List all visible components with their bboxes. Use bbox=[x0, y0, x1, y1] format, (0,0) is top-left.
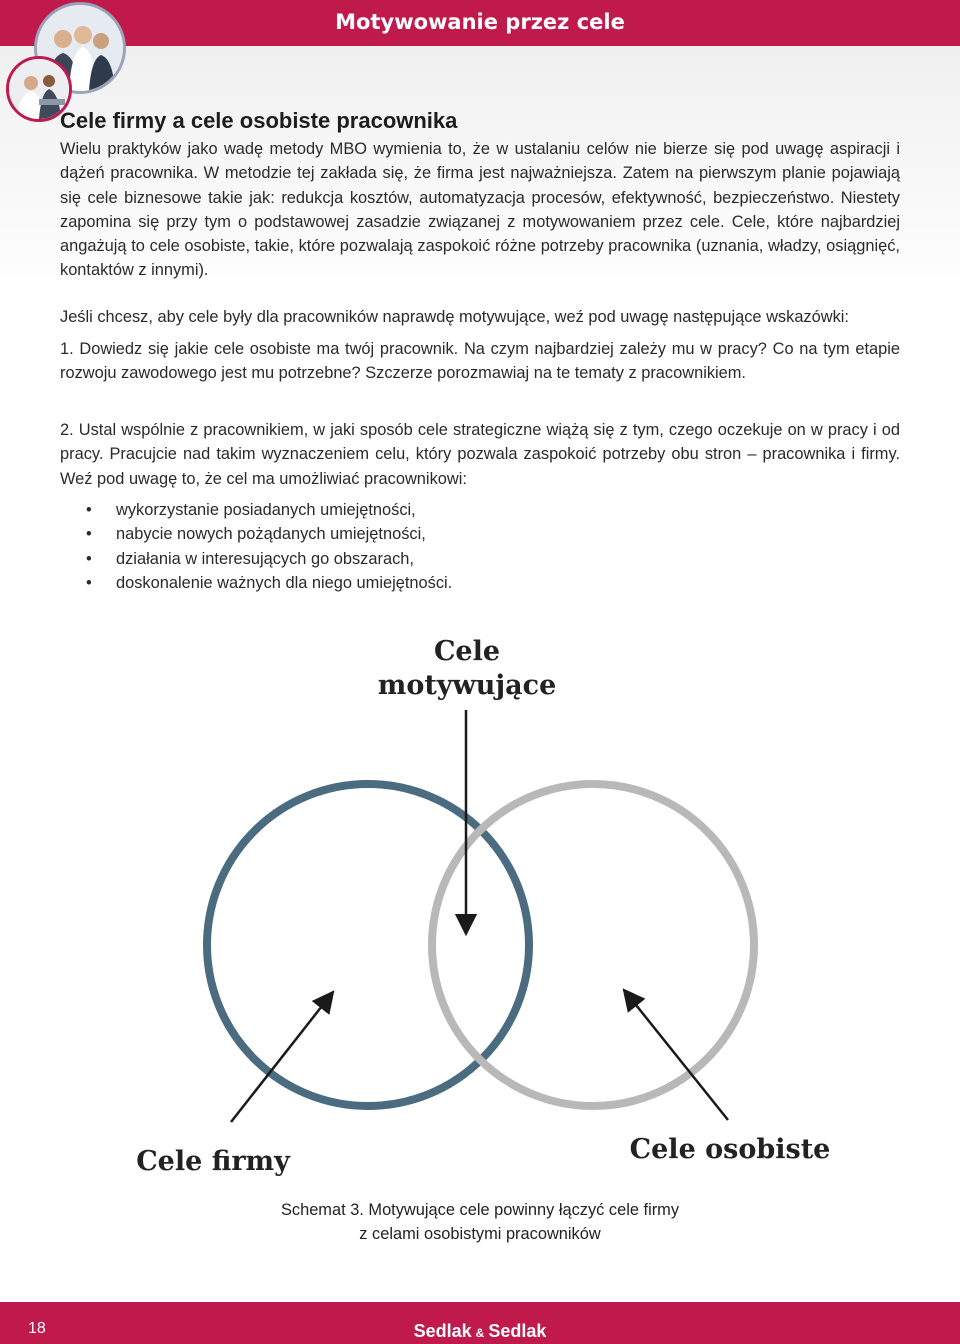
brand-ampersand: & bbox=[475, 1326, 485, 1340]
tip-1-paragraph: 1. Dowiedz się jakie cele osobiste ma twój pracownik. Na czym najbardziej zależy mu w pracy? Co na tym etapie rozwoju zawodowego jest mu potrzebne? Szczerze porozmawiaj na te tematy z pracownikiem. bbox=[60, 340, 900, 383]
brand-right: Sedlak bbox=[488, 1321, 547, 1341]
brand-left: Sedlak bbox=[413, 1321, 472, 1341]
caption-line-2: z celami osobistymi pracowników bbox=[359, 1225, 601, 1243]
list-item: • działania w interesujących go obszarach, bbox=[60, 547, 900, 571]
venn-diagram bbox=[0, 620, 960, 1200]
brand-logo bbox=[0, 1321, 960, 1342]
left-label: Cele firmy bbox=[136, 1146, 290, 1177]
tip-2-paragraph: 2. Ustal wspólnie z pracownikiem, w jaki sposób cele strategiczne wiążą się z tym, czego oczekuje on w pracy i od pracy. Pracujcie nad takim wyznaczeniem celu, który pozwala zaspokoić potrzeby obu stron – pracownika i firmy. Weź pod uwagę to, że cel ma umożliwiać pracownikowi: bbox=[60, 421, 900, 488]
tips-intro-paragraph: Jeśli chcesz, aby cele były dla pracowników naprawdę motywujące, weź pod uwagę następujące wskazówki: bbox=[60, 308, 849, 326]
page-number: 18 bbox=[28, 1320, 46, 1337]
page-header-title: Motywowanie przez cele bbox=[335, 10, 625, 34]
list-item: • nabycie nowych pożądanych umiejętności, bbox=[60, 522, 900, 546]
bullet-list bbox=[60, 498, 900, 595]
top-label-line2: motywujące bbox=[377, 670, 557, 701]
personal-goals-circle bbox=[432, 784, 754, 1106]
right-label: Cele osobiste bbox=[629, 1134, 831, 1165]
list-item: • doskonalenie ważnych dla niego umiejętności. bbox=[60, 571, 900, 595]
diagram-caption bbox=[180, 1198, 780, 1246]
section-title: Cele firmy a cele osobiste pracownika bbox=[60, 108, 458, 133]
caption-line-1: Schemat 3. Motywujące cele powinny łączyć cele firmy bbox=[280, 1201, 680, 1219]
left-arrow bbox=[231, 992, 333, 1122]
top-label-line1: Cele bbox=[433, 636, 501, 667]
list-item: • wykorzystanie posiadanych umiejętności, bbox=[60, 498, 900, 522]
intro-paragraph: Wielu praktyków jako wadę metody MBO wymienia to, że w ustalaniu celów nie bierze się pod uwagę aspiracji i dążeń pracownika. W metodzie tej zakłada się, że firma jest najważniejsza. Zatem na pierwszym planie pojawiają się cele biznesowe takie jak: redukcja kosztów, automatyzacja procesów, efektywność, bezpieczeństwo. Niestety zapomina się przy tym o podstawowej zasadzie związanej z motywowaniem przez cele. Cele, które najbardziej angażują to cele osobiste, takie, które pozwalają zaspokoić różne potrzeby pracownika (uznania, władzy, osiągnięć, kontaktów z innymi). bbox=[60, 140, 900, 280]
